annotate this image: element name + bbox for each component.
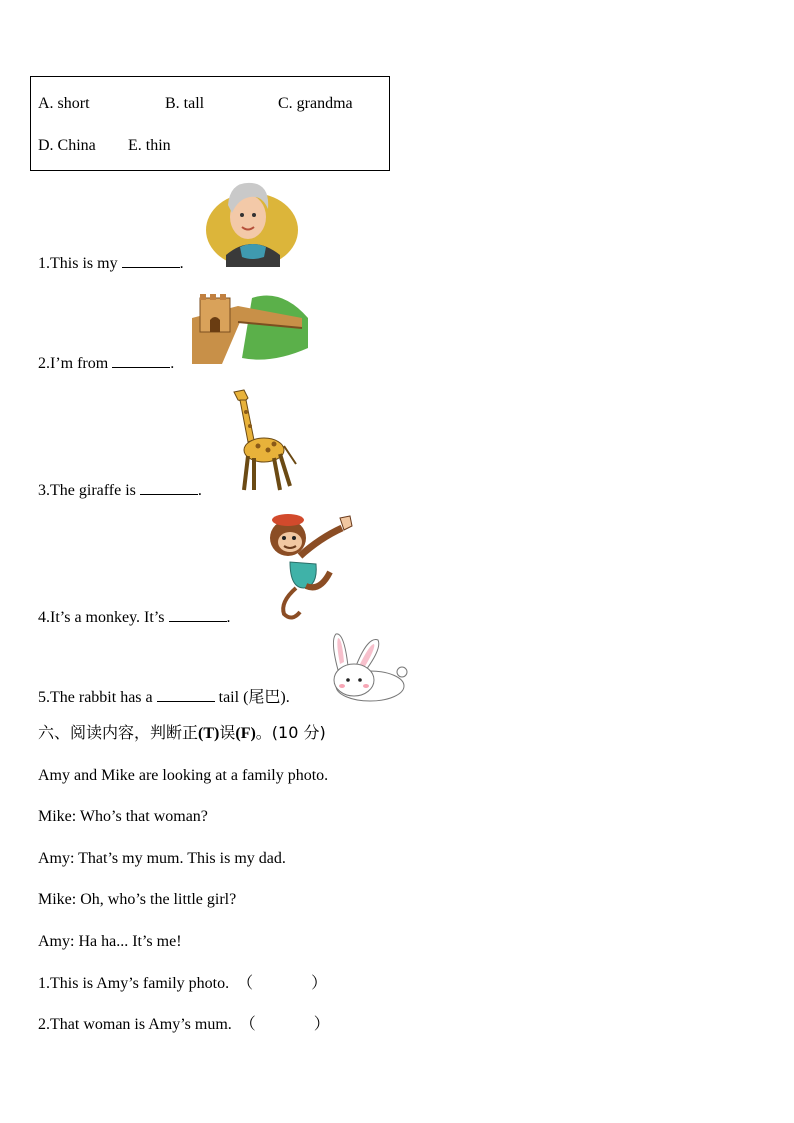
- reading-line-2: Mike: Who’s that woman?: [38, 808, 208, 825]
- answer-blank-3[interactable]: [140, 480, 198, 495]
- option-d: D. China: [38, 137, 96, 154]
- answer-blank-1[interactable]: [122, 253, 180, 268]
- section-6-title-post: 。(10 分): [255, 723, 326, 742]
- judge-question-2-text: 2.That woman is Amy’s mum.: [38, 1016, 232, 1033]
- answer-blank-2[interactable]: [112, 353, 170, 368]
- question-2-text: 2.I’m from: [38, 355, 113, 372]
- question-4-text: 4.It’s a monkey. It’s: [38, 609, 169, 626]
- question-5-end: tail (尾巴).: [214, 689, 290, 706]
- option-a: A. short: [38, 95, 90, 112]
- section-6-title-f: (F): [235, 725, 256, 742]
- rabbit-picture: [326, 630, 410, 704]
- question-4-end: .: [226, 609, 231, 626]
- judge-1-open-paren: （: [237, 975, 254, 992]
- question-3-text: 3.The giraffe is: [38, 482, 140, 499]
- option-b: B. tall: [165, 95, 205, 112]
- option-c: C. grandma: [278, 95, 353, 112]
- reading-line-1: Amy and Mike are looking at a family photo.: [38, 767, 329, 784]
- great-wall-picture: [192, 288, 308, 364]
- option-e: E. thin: [128, 137, 171, 154]
- reading-line-4: Mike: Oh, who’s the little girl?: [38, 891, 237, 908]
- judge-question-2: [38, 1015, 330, 1035]
- judge-question-1-text: 1.This is Amy’s family photo.: [38, 975, 230, 992]
- question-1-end: .: [179, 255, 184, 272]
- judge-question-1: [38, 974, 327, 994]
- answer-blank-4[interactable]: [169, 607, 227, 622]
- question-1-text: 1.This is my: [38, 255, 122, 272]
- question-5-text: 5.The rabbit has a: [38, 689, 157, 706]
- question-5: [38, 687, 290, 708]
- monkey-picture: [260, 508, 356, 622]
- section-6-title-mid: 误: [219, 723, 236, 742]
- question-2-end: .: [170, 355, 175, 372]
- question-3: [38, 480, 202, 501]
- reading-line-3: Amy: That’s my mum. This is my dad.: [38, 850, 286, 867]
- judge-2-close-paren: ）: [313, 1016, 330, 1033]
- judge-1-close-paren: ）: [311, 975, 328, 992]
- section-6-title-pre: 六、阅读内容，判断正: [38, 723, 199, 742]
- section-6-title: [38, 723, 326, 744]
- answer-blank-5[interactable]: [157, 687, 215, 702]
- reading-line-5: Amy: Ha ha... It’s me!: [38, 933, 182, 950]
- giraffe-picture: [224, 386, 302, 494]
- judge-2-open-paren: （: [239, 1016, 256, 1033]
- grandma-picture: [204, 175, 300, 269]
- question-1: [38, 253, 184, 274]
- question-2: [38, 353, 174, 374]
- question-4: [38, 607, 231, 628]
- section-6-title-t: (T): [198, 725, 220, 742]
- options-box: [30, 76, 390, 171]
- question-3-end: .: [197, 482, 202, 499]
